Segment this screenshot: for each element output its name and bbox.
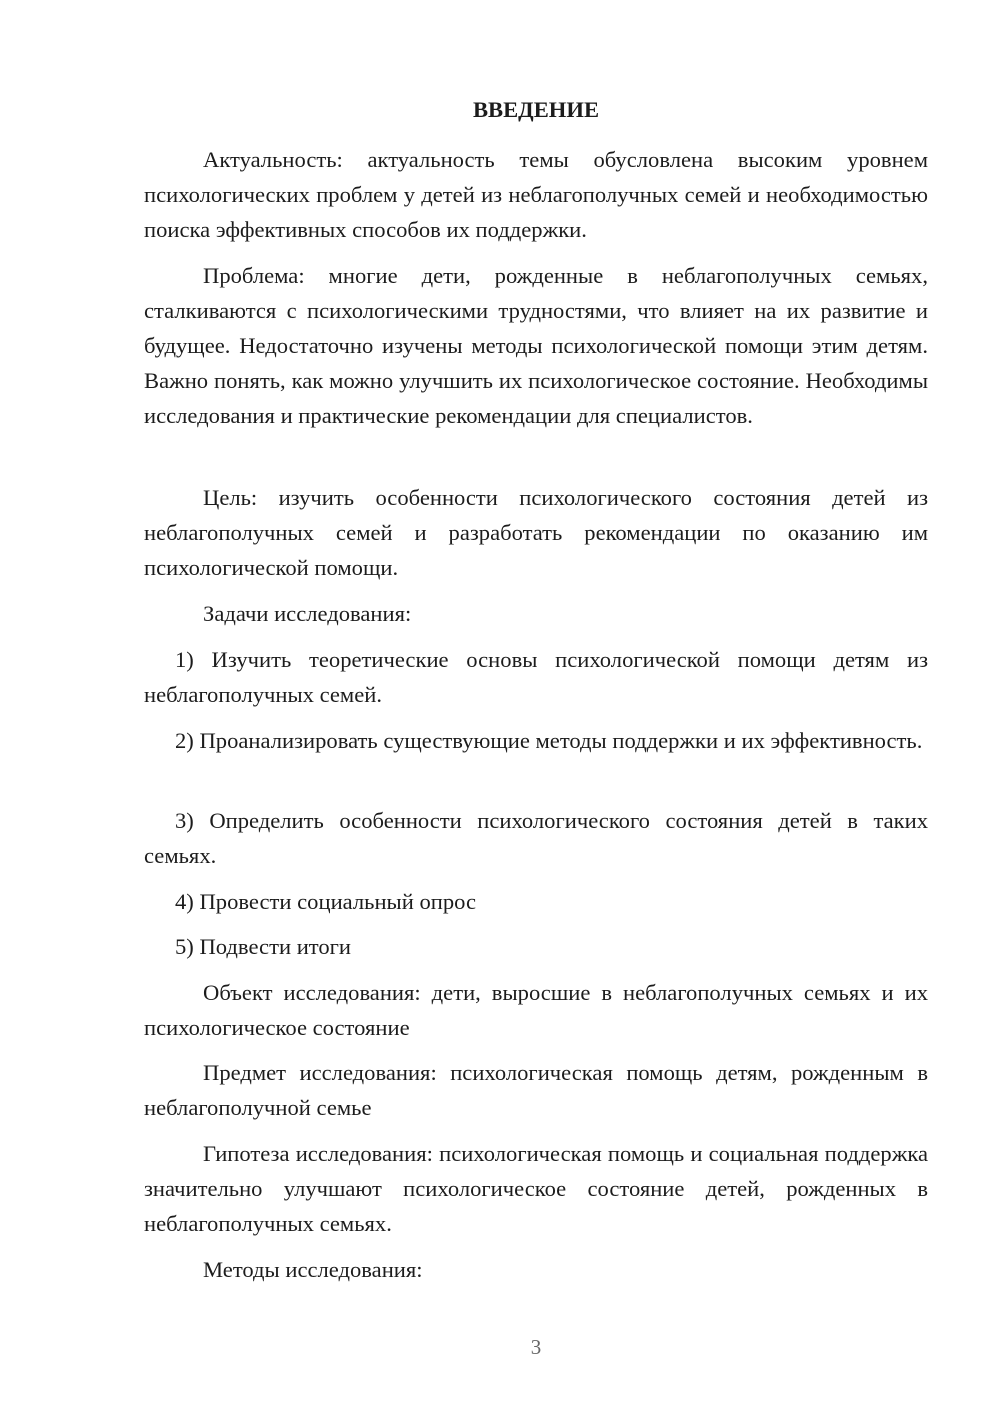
tasks-title: Задачи исследования:: [203, 601, 412, 626]
methods-title-block: [144, 1252, 928, 1287]
object-block: [144, 975, 928, 1045]
hypothesis-block: [144, 1136, 928, 1241]
task-item-3-block: [144, 803, 928, 873]
methods-title: Методы исследования:: [203, 1257, 423, 1282]
task-item-5-block: [144, 929, 928, 964]
task-item: 2) Проанализировать существующие методы поддержки и их эффективность.: [175, 728, 923, 753]
section-heading: ВВЕДЕНИЕ: [472, 97, 600, 122]
page-number: 3: [530, 1335, 542, 1359]
subject-block: [144, 1055, 928, 1125]
goal-block: [144, 480, 928, 585]
problem-block: [144, 258, 928, 433]
problem-paragraph: Проблема: многие дети, рожденные в неблагополучных семьях, сталкиваются с психологическими трудностями, что влияет на их развитие и будущее. Недостаточно изучены методы психологической помощи этим детям. Важно понять, как можно улучшить их психологическое состояние. Необходимы исследования и практические рекомендации для специалистов.: [144, 263, 928, 428]
goal-paragraph: Цель: изучить особенности психологического состояния детей из неблагополучных семей и разработать рекомендации по оказанию им психологической помощи.: [144, 485, 928, 580]
tasks-title-block: [144, 596, 928, 631]
task-item-2-block: [144, 723, 928, 758]
task-item: 5) Подвести итоги: [175, 934, 352, 959]
task-item-1-block: [144, 642, 928, 712]
task-item: 3) Определить особенности психологического состояния детей в таких семьях.: [144, 808, 928, 868]
object-paragraph: Объект исследования: дети, выросшие в неблагополучных семьях и их психологическое состояние: [144, 980, 928, 1040]
task-item-4-block: [144, 884, 928, 919]
relevance-block: [144, 142, 928, 247]
task-item: 1) Изучить теоретические основы психологической помощи детям из неблагополучных семей.: [144, 647, 928, 707]
subject-paragraph: Предмет исследования: психологическая помощь детям, рожденным в неблагополучной семье: [144, 1060, 928, 1120]
task-item: 4) Провести социальный опрос: [175, 889, 477, 914]
relevance-paragraph: Актуальность: актуальность темы обусловлена высоким уровнем психологических проблем у детей из неблагополучных семей и необходимостью поиска эффективных способов их поддержки.: [144, 147, 928, 242]
hypothesis-paragraph: Гипотеза исследования: психологическая помощь и социальная поддержка значительно улучшают психологическое состояние детей, рожденных в неблагополучных семьях.: [144, 1141, 928, 1236]
